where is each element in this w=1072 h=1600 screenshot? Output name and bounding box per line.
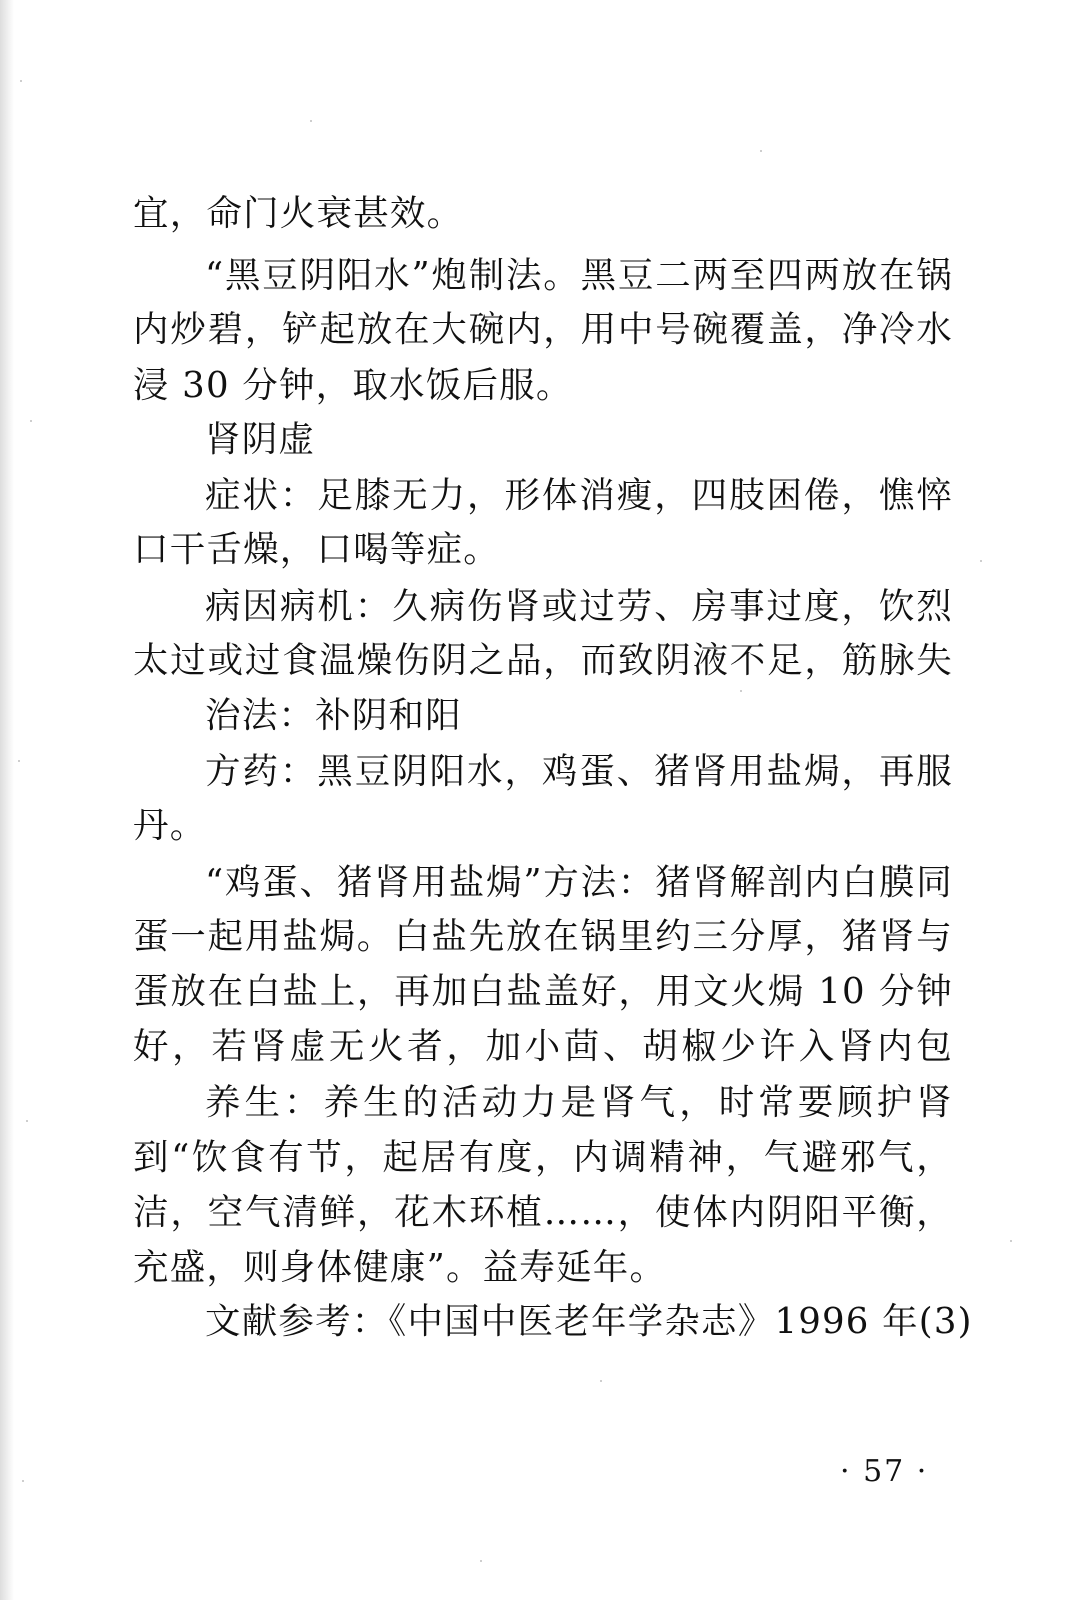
- text-line-17: 养生：养生的活动力是肾气，时常要顾护肾: [205, 1082, 953, 1123]
- text-line-11: 方药：黑豆阴阳水，鸡蛋、猪肾用盐焗，再服: [205, 751, 953, 792]
- text-line-4: 浸 30 分钟，取水饭后服。: [133, 365, 573, 406]
- scan-speck: [740, 690, 742, 692]
- text-line-3: 内炒碧，铲起放在大碗内，用中号碗覆盖，净冷水: [133, 309, 953, 350]
- text-line-19: 洁，空气清鲜，花木环植……，使体内阴阳平衡，: [133, 1192, 953, 1233]
- text-line-12: 丹。: [133, 805, 207, 846]
- scan-speck: [26, 1120, 28, 1122]
- text-line-9: 太过或过食温燥伤阴之品，而致阴液不足，筋脉失: [133, 640, 953, 681]
- text-line-16: 好，若肾虚无火者，加小茴、胡椒少许入肾内包: [133, 1026, 953, 1067]
- scan-edge-shadow: [0, 0, 14, 1600]
- text-line-8: 病因病机：久病伤肾或过劳、房事过度，饮烈: [205, 586, 953, 627]
- reference-line: 文献参考：《中国中医老年学杂志》1996 年(3): [205, 1301, 973, 1342]
- scan-speck: [30, 420, 32, 422]
- scan-speck: [480, 1560, 482, 1562]
- text-line-6: 症状：足膝无力，形体消瘦，四肢困倦，憔悴: [205, 475, 953, 516]
- scan-speck: [760, 150, 762, 152]
- scan-speck: [980, 560, 982, 562]
- text-line-1: 宜，命门火衰甚效。: [133, 193, 464, 234]
- text-line-7: 口干舌燥，口喝等症。: [133, 529, 501, 570]
- scan-speck: [310, 120, 312, 122]
- page-number: · 57 ·: [840, 1454, 929, 1489]
- text-line-18: 到“饮食有节，起居有度，内调精神，气避邪气，: [133, 1137, 953, 1178]
- text-line-15: 蛋放在白盐上，再加白盐盖好，用文火焗 10 分钟: [133, 971, 953, 1012]
- scan-speck: [18, 760, 20, 762]
- scan-speck: [600, 1380, 602, 1382]
- scan-speck: [20, 80, 22, 82]
- text-line-2: “黑豆阴阳水”炮制法。黑豆二两至四两放在锅: [205, 255, 953, 296]
- section-heading-kidney-yin-deficiency: 肾阴虚: [205, 419, 316, 460]
- scan-speck: [22, 1480, 24, 1482]
- text-line-20: 充盛，则身体健康”。益寿延年。: [133, 1247, 667, 1288]
- text-line-13: “鸡蛋、猪肾用盐焗”方法：猪肾解剖内白膜同: [205, 862, 953, 903]
- text-line-14: 蛋一起用盐焗。白盐先放在锅里约三分厚，猪肾与: [133, 916, 953, 957]
- text-line-10: 治法：补阴和阳: [205, 695, 462, 736]
- scan-speck: [1010, 1240, 1012, 1242]
